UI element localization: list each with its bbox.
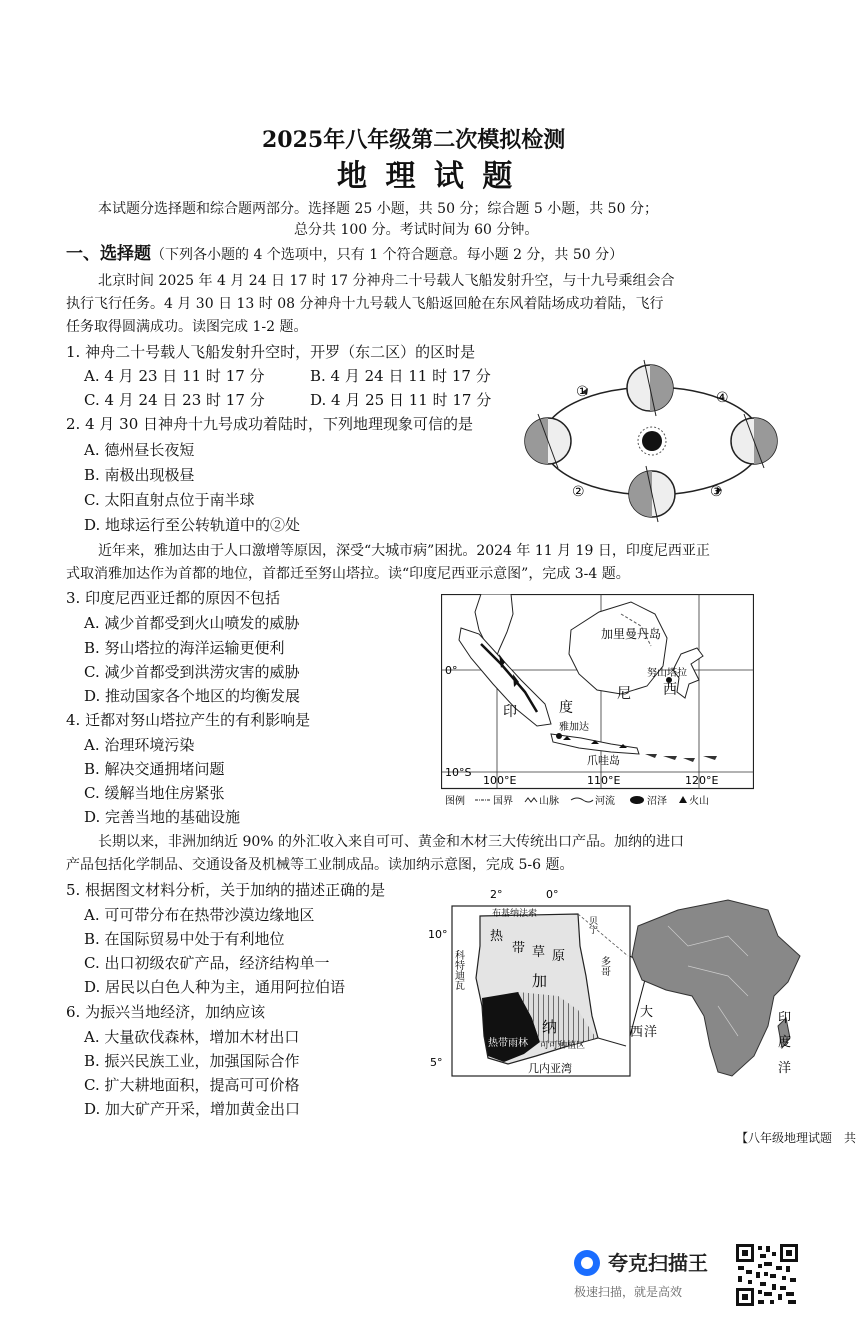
atlantic-1: 大: [640, 1005, 654, 1020]
atlantic-3: 洋: [644, 1025, 658, 1040]
title-line1: 2025年八年级第二次模拟检测: [262, 127, 566, 153]
indonesia-map: [441, 594, 754, 810]
q1-option-a: A. 4 月 23 日 11 时 17 分: [84, 367, 265, 385]
q4-option-c: C. 缓解当地住房紧张: [84, 784, 225, 802]
title-line2: 地 理 试 题: [337, 159, 517, 194]
lat-10s-label: 10°S: [445, 766, 472, 779]
lon-110-label: 110°E: [587, 774, 621, 787]
q6-option-a: A. 大量砍伐森林，增加木材出口: [84, 1028, 300, 1046]
page-tag: 【八年级地理试题 共: [736, 1131, 857, 1145]
qr-code: [734, 1242, 800, 1308]
na-label: 纳: [542, 1018, 558, 1036]
q3-option-d: D. 推动国家各个地区的均衡发展: [84, 687, 301, 705]
q3-stem: 3. 印度尼西亚迁都的原因不包括: [66, 589, 281, 607]
gulf-label: 几内亚湾: [528, 1062, 572, 1075]
lat-0-label: 0°: [445, 664, 458, 677]
nusantara-label: 努山塔拉: [647, 668, 687, 679]
q4-option-d: D. 完善当地的基础设施: [84, 808, 241, 826]
passage2-line1: 近年来，雅加达由于人口激增等原因，深受“大城市病”困扰。2024 年 11 月 19 日，印度尼西亚正: [98, 543, 710, 559]
benin-label: 贝宁: [587, 916, 597, 934]
q1-option-b: B. 4 月 24 日 11 时 17 分: [310, 367, 491, 385]
ni-label: 尼: [617, 686, 631, 702]
q6-option-c: C. 扩大耕地面积，提高可可价格: [84, 1076, 300, 1094]
legend-border: 国界: [493, 796, 513, 807]
q3-option-b: B. 努山塔拉的海洋运输更便利: [84, 639, 285, 657]
section1-heading: 一、选择题: [66, 244, 151, 264]
legend-volcano: 火山: [689, 796, 709, 807]
ghana-map: [428, 886, 806, 1088]
q6-option-d: D. 加大矿产开采，增加黄金出口: [84, 1100, 301, 1118]
q4-stem: 4. 迁都对努山塔拉产生的有利影响是: [66, 711, 311, 729]
earth-top: [627, 360, 673, 416]
lat-5-label: 5°: [430, 1056, 443, 1069]
q5-option-a: A. 可可带分布在热带沙漠边缘地区: [84, 906, 315, 924]
q2-option-b: B. 南极出现极昼: [84, 466, 195, 484]
indian-2: 度: [778, 1035, 792, 1050]
du-label: 度: [559, 700, 573, 716]
q5-option-c: C. 出口初级农矿产品，经济结构单一: [84, 954, 330, 972]
scanner-watermark: [574, 1246, 734, 1306]
orbit-label-2: ②: [572, 484, 585, 500]
java-label: 爪哇岛: [587, 754, 620, 767]
scanner-name: 夸克扫描王: [608, 1251, 708, 1275]
togo-label: 多哥: [598, 956, 610, 976]
lat-10-label: 10°: [428, 928, 448, 941]
q5-stem: 5. 根据图文材料分析，关于加纳的描述正确的是: [66, 881, 386, 899]
q2-option-d: D. 地球运行至公转轨道中的②处: [84, 516, 301, 534]
q2-option-a: A. 德州昼长夜短: [84, 441, 195, 459]
burkina-label: 布基纳法索: [492, 909, 538, 919]
earth-bottom: [629, 466, 675, 522]
q6-stem: 6. 为振兴当地经济，加纳应该: [66, 1003, 266, 1021]
lon-2w-label: 2°: [490, 888, 503, 901]
passage1-line2: 执行飞行任务。4 月 30 日 13 时 08 分神舟十九号载人飞船返回舱在东风着陆场成功着陆，飞行: [66, 296, 664, 312]
passage2-line2: 式取消雅加达作为首都的地位，首都迁至努山塔拉。读“印度尼西亚示意图”，完成 3-4 题。: [66, 566, 630, 582]
q5-option-d: D. 居民以白色人种为主，通用阿拉伯语: [84, 978, 346, 996]
q4-option-a: A. 治理环境污染: [84, 736, 195, 754]
passage1-line1: 北京时间 2025 年 4 月 24 日 17 时 17 分神舟二十号载人飞船发射升空，与十九号乘组会合: [98, 273, 675, 289]
passage3-line2: 产品包括化学制品、交通设备及机械等工业制成品。读加纳示意图，完成 5-6 题。: [66, 857, 574, 873]
legend-mountain: 山脉: [539, 796, 559, 807]
yin-label: 印: [503, 704, 517, 720]
scanner-logo-inner: [581, 1257, 593, 1269]
q3-option-c: C. 减少首都受到洪涝灾害的威胁: [84, 663, 300, 681]
xi-label: 西: [663, 682, 677, 698]
lon-120-label: 120°E: [685, 774, 719, 787]
kalimantan-label: 加里曼丹岛: [601, 627, 662, 641]
orbit-label-3: ③: [710, 484, 723, 500]
section1-heading-row: [66, 244, 623, 265]
cote-label: 科特迪瓦: [452, 950, 464, 990]
legend-title: 图例: [445, 796, 465, 807]
legend-swamp: 沼泽: [647, 796, 667, 807]
savanna-3: 草: [532, 945, 546, 960]
cocoa-label: 可可种植区: [540, 1041, 586, 1051]
q4-option-b: B. 解决交通拥堵问题: [84, 760, 225, 778]
earth-right: [731, 414, 777, 468]
legend-river: 河流: [595, 796, 615, 807]
rainforest-label: 热带雨林: [488, 1038, 528, 1049]
q5-option-b: B. 在国际贸易中处于有利地位: [84, 930, 285, 948]
section1-note: （下列各小题的 4 个选项中，只有 1 个符合题意。每小题 2 分，共 50 分）: [151, 247, 624, 263]
earth-orbit-figure: [522, 356, 784, 526]
orbit-label-4: ④: [716, 390, 729, 406]
earth-left: [525, 414, 571, 468]
savanna-1: 热: [490, 929, 504, 944]
q3-option-a: A. 减少首都受到火山喷发的威胁: [84, 614, 300, 632]
q6-option-b: B. 振兴民族工业，加强国际合作: [84, 1052, 300, 1070]
passage3-line1: 长期以来，非洲加纳近 90% 的外汇收入来自可可、黄金和木材三大传统出口产品。加纳的进口: [98, 834, 685, 850]
q1-option-d: D. 4 月 25 日 11 时 17 分: [310, 391, 492, 409]
q1-stem: 1. 神舟二十号载人飞船发射升空时，开罗（东二区）的区时是: [66, 343, 476, 361]
jakarta-label: 雅加达: [559, 722, 589, 733]
atlantic-2: 西: [630, 1025, 644, 1040]
intro-line2: 总分共 100 分。考试时间为 60 分钟。: [294, 222, 539, 238]
savanna-4: 原: [552, 949, 566, 964]
orbit-label-1: ①: [576, 384, 589, 400]
map-legend: [445, 794, 709, 807]
q2-option-c: C. 太阳直射点位于南半球: [84, 491, 255, 509]
scanner-slogan: 极速扫描，就是高效: [574, 1285, 683, 1299]
indian-3: 洋: [778, 1061, 792, 1076]
q2-stem: 2. 4 月 30 日神舟十九号成功着陆时，下列地理现象可信的是: [66, 415, 474, 433]
jia-label: 加: [532, 972, 548, 990]
q1-option-c: C. 4 月 24 日 23 时 17 分: [84, 391, 265, 409]
passage1-line3: 任务取得圆满成功。读图完成 1-2 题。: [66, 319, 308, 335]
indian-1: 印: [778, 1011, 792, 1026]
intro-line1: 本试题分选择题和综合题两部分。选择题 25 小题，共 50 分；综合题 5 小题，共 50 分；: [98, 201, 658, 217]
savanna-2: 带: [512, 941, 526, 956]
lon-100-label: 100°E: [483, 774, 517, 787]
lon-0-label: 0°: [546, 888, 559, 901]
